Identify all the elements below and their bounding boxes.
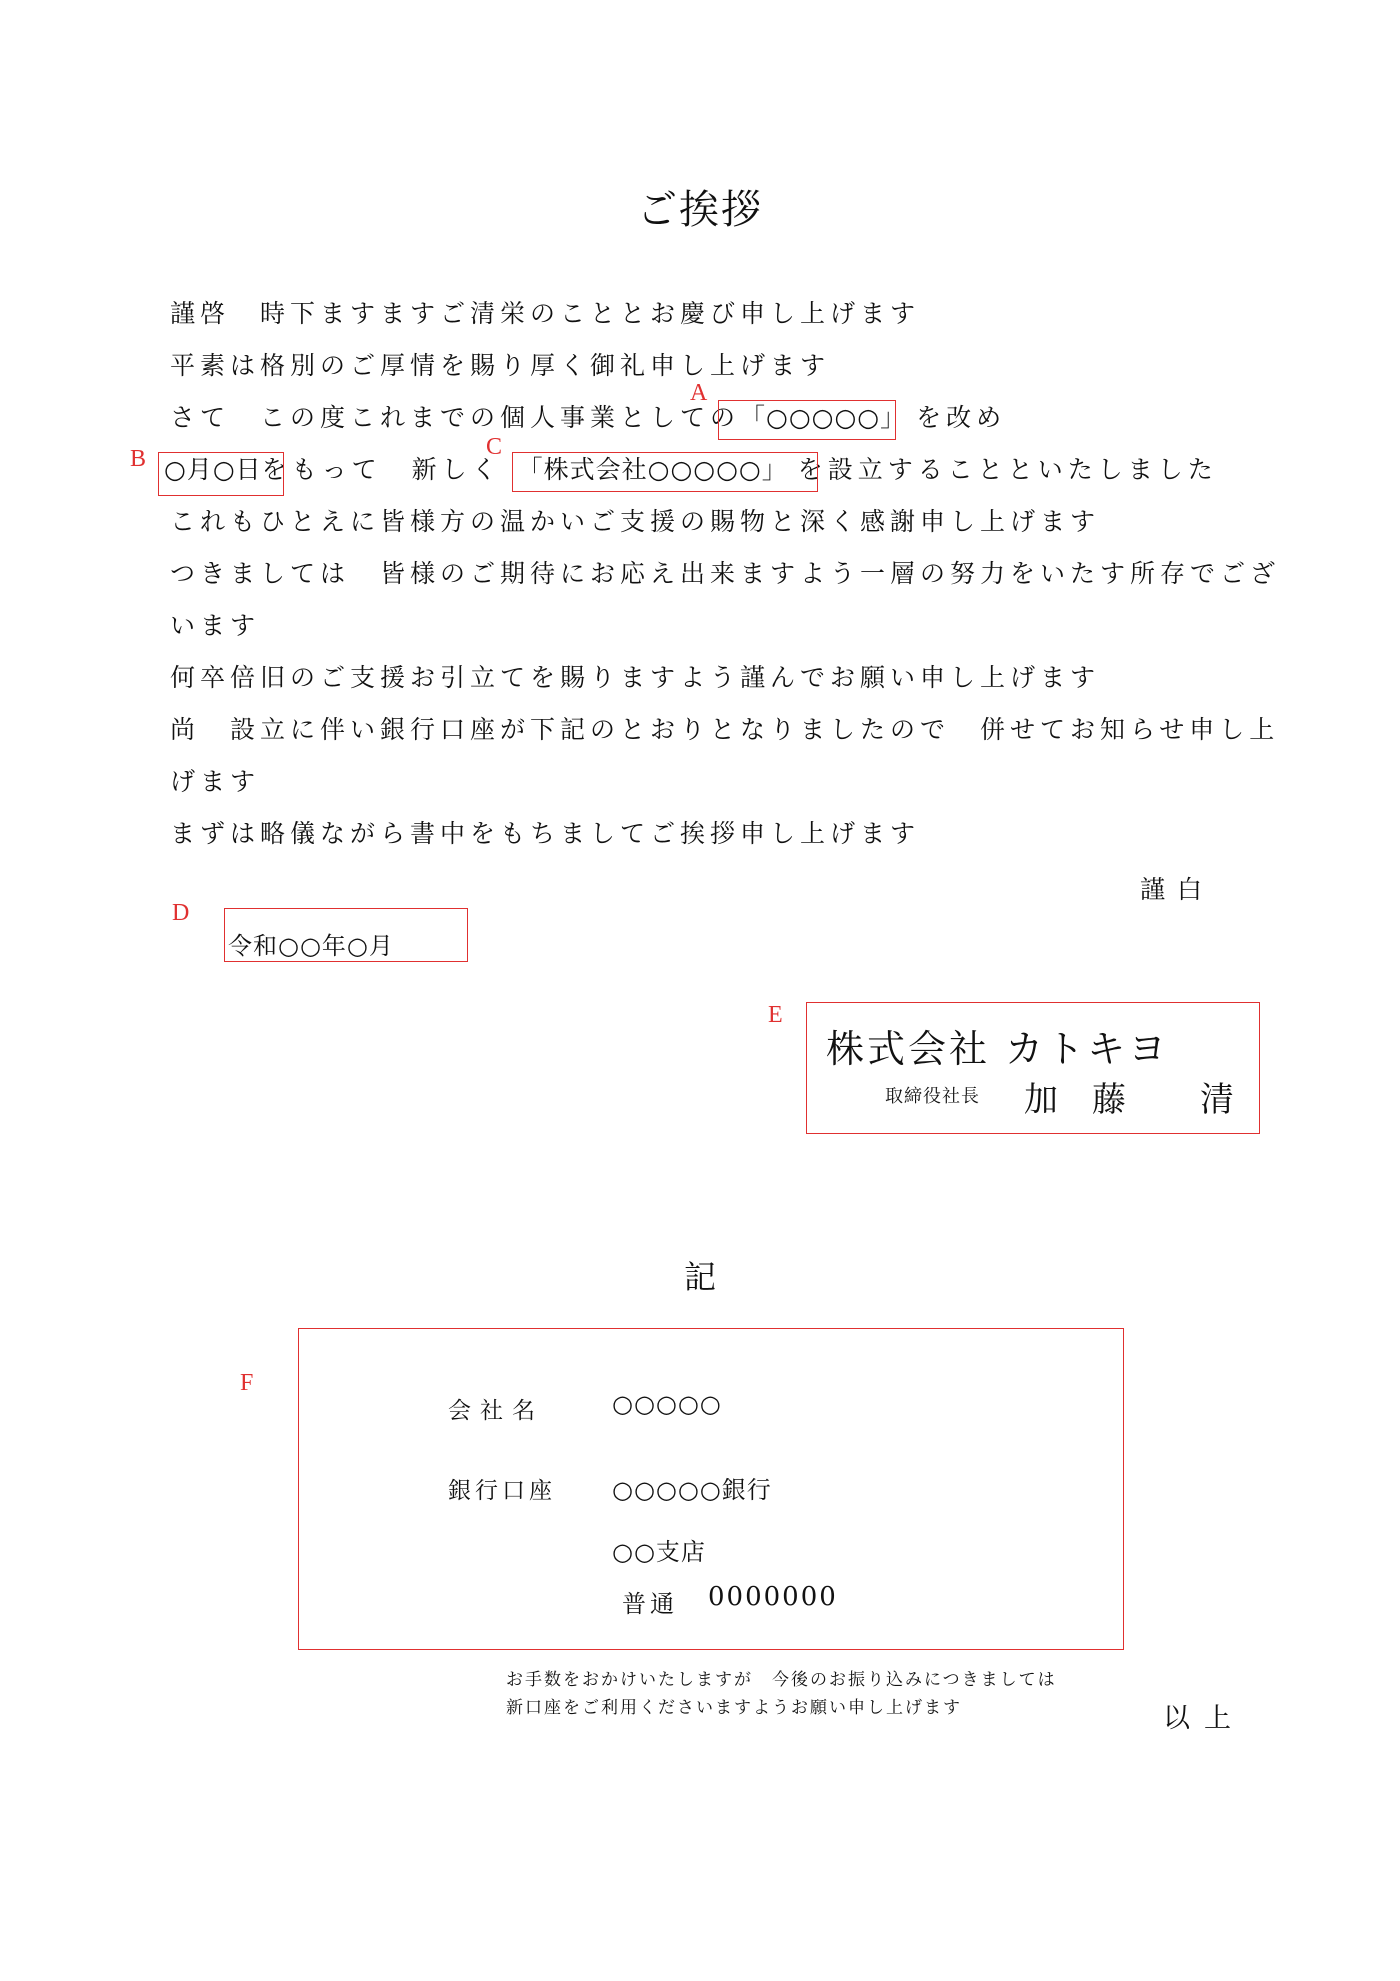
body-line-11: まずは略儀ながら書中をもちましてご挨拶申し上げます	[170, 819, 921, 848]
body-line-3-pre: さて この度これまでの個人事業としての	[170, 403, 741, 432]
sender-title: 取締役社長	[885, 1086, 980, 1107]
closing-ijo: 以上	[1163, 1703, 1245, 1734]
date: 令和○○年○月	[228, 932, 394, 960]
body-line-8: 何卒倍旧のご支援お引立てを賜りますよう謹んでお願い申し上げます	[170, 663, 1101, 692]
bank-name-value: ○○○○○銀行	[612, 1476, 772, 1504]
sender-company: 株式会社 カトキヨ	[826, 1027, 1170, 1071]
field-c-text: 「株式会社○○○○○」	[517, 455, 788, 484]
field-c-box	[512, 452, 818, 492]
body-line-9: 尚 設立に伴い銀行口座が下記のとおりとなりましたので 併せてお知らせ申し上	[170, 715, 1280, 744]
closing-kinpaku: 謹白	[1140, 875, 1215, 904]
body-line-5: これもひとえに皆様方の温かいご支援の賜物と深く感謝申し上げます	[170, 507, 1101, 536]
field-b-box	[158, 452, 284, 496]
footnote-line-2: 新口座をご利用くださいますようお願い申し上げます	[506, 1698, 962, 1718]
account-type: 普通	[622, 1590, 678, 1618]
company-name-label: 会社名	[448, 1398, 544, 1424]
field-a-text: 「○○○○○」	[740, 403, 907, 432]
marker-f: F	[240, 1370, 254, 1396]
body-line-2: 平素は格別のご厚情を賜り厚く御礼申し上げます	[170, 351, 831, 380]
field-a-box	[718, 400, 896, 440]
sender-name-given: 清	[1200, 1080, 1234, 1120]
body-line-10: げます	[170, 767, 261, 796]
branch-value: ○○支店	[612, 1538, 706, 1566]
bank-account-label: 銀行口座	[448, 1478, 556, 1504]
body-line-7: います	[170, 611, 261, 640]
field-d-box	[224, 908, 468, 962]
company-name-value: ○○○○○	[612, 1390, 722, 1418]
marker-b: B	[130, 446, 147, 472]
sender-name-family: 加 藤	[1024, 1080, 1126, 1120]
marker-e: E	[768, 1002, 783, 1028]
body-line-4-mid: をもって 新しく	[261, 455, 502, 484]
footnote-line-1: お手数をおかけいたしますが 今後のお振り込みにつきましては	[506, 1670, 1057, 1690]
marker-c: C	[486, 434, 503, 460]
field-b-text: ○月○日	[164, 455, 262, 484]
marker-a: A	[690, 380, 708, 406]
body-line-4-post: を設立することといたしました	[797, 455, 1218, 484]
page-title: ご挨拶	[637, 187, 763, 233]
body-line-6: つきましては 皆様のご期待にお応え出来ますよう一層の努力をいたす所存でござ	[170, 559, 1281, 588]
body-line-1: 謹啓 時下ますますご清栄のこととお慶び申し上げます	[170, 299, 921, 328]
body-line-3-post: を改め	[916, 403, 1007, 432]
ki-heading: 記	[683, 1258, 716, 1296]
account-number: 0000000	[708, 1582, 838, 1612]
marker-d: D	[172, 900, 190, 926]
